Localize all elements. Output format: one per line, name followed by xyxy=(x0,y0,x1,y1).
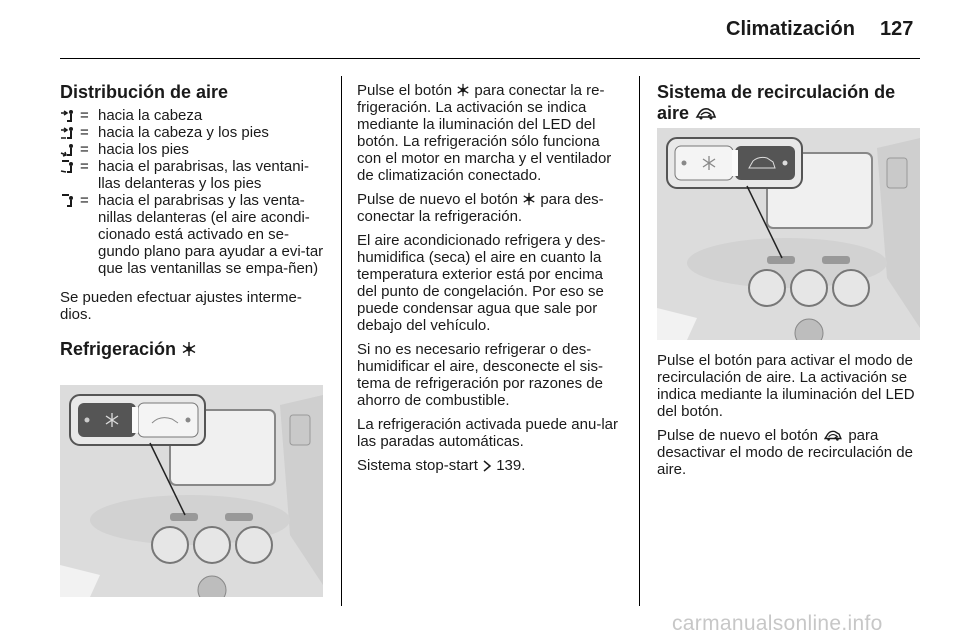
section-heading-recirculation: Sistema de recirculación de aire xyxy=(657,82,896,123)
paragraph: El aire acondicionado refrigera y des-humidifica (seca) el aire en cuanto la temperatura exterior está por encima del punto de congelación. Por eso se puede condensar agua que sale por debajo del vehículo. xyxy=(357,232,606,334)
column-3 xyxy=(657,82,925,128)
legend-row: = hacia la cabeza xyxy=(60,107,328,124)
legend-text: hacia la cabeza xyxy=(98,107,203,124)
page-title: Climatización xyxy=(726,18,855,40)
photo-cooling-button xyxy=(60,385,323,597)
header-rule xyxy=(60,58,920,59)
recirculation-icon xyxy=(822,427,848,444)
column-2 xyxy=(357,82,625,481)
air-distribution-legend xyxy=(60,107,328,277)
paragraph: Pulse el botón para conectar la re-frigeración. La activación se indica mediante la iluminación del LED del botón. La refrigeración sólo funciona con el motor en marcha y el ventilador de climatización conectado. xyxy=(357,82,612,184)
paragraph: Pulse el botón para activar el modo de recirculación de aire. La activación se indica mediante la iluminación del LED del botón. xyxy=(657,352,915,420)
snowflake-icon xyxy=(456,82,474,99)
legend-row: = hacia la cabeza y los pies xyxy=(60,124,328,141)
paragraph: Se pueden efectuar ajustes interme-dios. xyxy=(60,289,302,323)
legend-text: hacia los pies xyxy=(98,141,189,158)
paragraph: Pulse de nuevo el botón para desactivar el modo de recirculación de aire. xyxy=(657,427,913,478)
column-divider-2 xyxy=(639,76,640,606)
column-3-body xyxy=(657,352,925,485)
cross-reference: Sistema stop-start 139. xyxy=(357,457,526,474)
paragraph: Pulse de nuevo el botón para des-conectar la refrigeración. xyxy=(357,191,604,225)
snowflake-icon xyxy=(522,191,540,208)
feet-vent-icon xyxy=(60,141,80,158)
legend-text: hacia la cabeza y los pies xyxy=(98,124,269,141)
paragraph: La refrigeración activada puede anu-lar las paradas automáticas. xyxy=(357,416,618,450)
page-number: 127 xyxy=(880,18,914,40)
watermark: carmanualsonline.info xyxy=(672,612,883,635)
legend-row: = hacia el parabrisas, las ventani-llas delanteras y los pies xyxy=(60,158,328,192)
windscreen-feet-vent-icon xyxy=(60,158,80,175)
legend-text: hacia el parabrisas y las venta-nillas delanteras (el aire acondi-cionado está activado en se-gundo plano para ayudar a evi-tar que las ventanillas se empa-ñen) xyxy=(98,192,324,277)
section-heading-air-distribution: Distribución de aire xyxy=(60,82,229,102)
head-vent-icon xyxy=(60,107,80,124)
legend-row: = hacia los pies xyxy=(60,141,328,158)
column-divider-1 xyxy=(341,76,342,606)
snowflake-icon xyxy=(181,339,197,359)
recirculation-icon xyxy=(694,103,718,123)
legend-text: hacia el parabrisas, las ventani-llas delanteras y los pies xyxy=(98,158,309,192)
legend-row: = hacia el parabrisas y las venta-nillas delanteras (el aire acondi-cionado está activado en se-gundo plano para ayudar a evi-tar que las ventanillas se empa-ñen) xyxy=(60,192,328,277)
windscreen-vent-icon xyxy=(60,192,80,209)
photo-recirculation-button xyxy=(657,128,920,340)
section-heading-cooling: Refrigeración xyxy=(60,339,328,360)
head-feet-vent-icon xyxy=(60,124,80,141)
paragraph: Si no es necesario refrigerar o des-humidificar el aire, desconecte el sis-tema de refrigeración por razones de ahorro de combustible. xyxy=(357,341,603,409)
page-reference-arrow-icon xyxy=(482,457,496,474)
column-1 xyxy=(60,82,328,364)
